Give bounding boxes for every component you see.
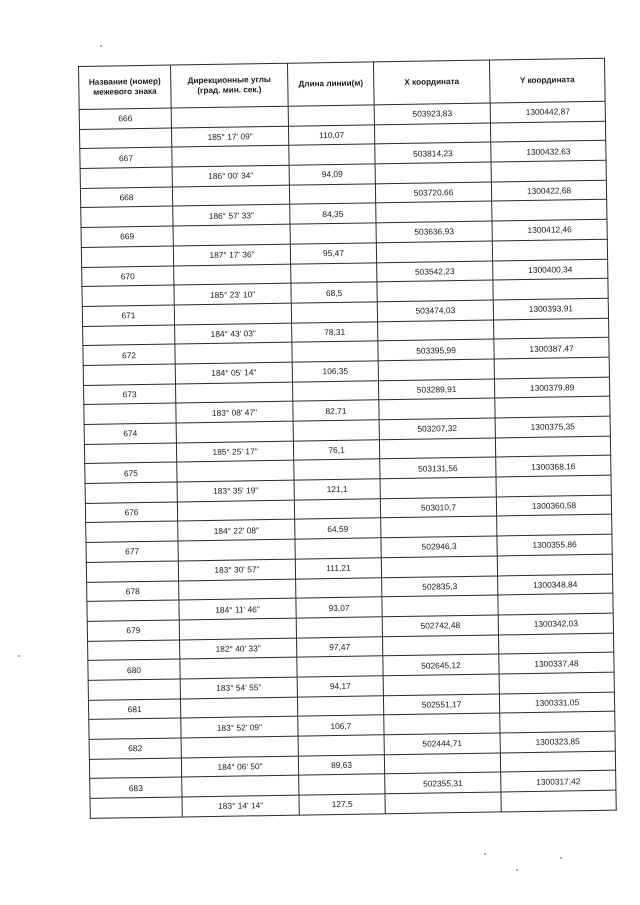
empty-cell xyxy=(491,160,606,181)
scan-speck xyxy=(18,655,20,657)
empty-cell xyxy=(497,554,612,575)
empty-cell xyxy=(385,792,501,814)
empty-cell xyxy=(383,674,499,696)
empty-cell xyxy=(172,185,289,207)
line-length-cell: 78,31 xyxy=(292,321,378,342)
empty-cell xyxy=(89,758,181,779)
empty-cell xyxy=(87,600,179,621)
point-name-cell: 669 xyxy=(81,226,173,247)
point-name-cell: 679 xyxy=(87,620,179,641)
line-length-cell: 94,17 xyxy=(297,676,383,697)
point-name-cell: 675 xyxy=(85,462,177,483)
empty-cell xyxy=(81,246,173,267)
direction-angle-cell: 184° 43' 03" xyxy=(175,323,292,345)
empty-cell xyxy=(82,285,174,306)
empty-cell xyxy=(490,121,605,142)
line-length-cell: 127,5 xyxy=(299,794,385,815)
point-name-cell: 673 xyxy=(84,384,176,405)
empty-cell xyxy=(500,711,615,732)
y-coordinate-cell: 1300323,85 xyxy=(500,731,615,752)
empty-cell xyxy=(496,475,611,496)
empty-cell xyxy=(289,184,375,205)
empty-cell xyxy=(171,106,288,128)
point-name-cell: 677 xyxy=(86,541,178,562)
empty-cell xyxy=(292,380,378,401)
empty-cell xyxy=(494,318,609,339)
x-coordinate-cell: 502946,3 xyxy=(381,536,497,558)
empty-cell xyxy=(382,595,498,617)
x-coordinate-cell: 503923,83 xyxy=(374,103,490,125)
empty-cell xyxy=(175,342,292,364)
direction-angle-cell: 183° 54' 55" xyxy=(180,677,297,699)
direction-angle-cell: 182° 40' 33" xyxy=(180,638,297,660)
x-coordinate-cell: 502444,71 xyxy=(384,733,500,755)
x-coordinate-cell: 503395,99 xyxy=(378,339,494,361)
empty-cell xyxy=(172,146,289,168)
point-name-cell: 670 xyxy=(82,266,174,287)
direction-angle-cell: 185° 17' 09" xyxy=(171,126,288,148)
empty-cell xyxy=(291,262,377,283)
line-length-cell: 76,1 xyxy=(293,439,379,460)
empty-cell xyxy=(384,753,500,775)
line-length-cell: 106,7 xyxy=(298,715,384,736)
empty-cell xyxy=(173,224,290,246)
empty-cell xyxy=(81,206,173,227)
line-length-cell: 110,07 xyxy=(288,125,374,146)
empty-cell xyxy=(83,325,175,346)
empty-cell xyxy=(88,679,180,700)
header-point-name: Название (номер) межевого знака xyxy=(79,65,172,109)
y-coordinate-cell: 1300368,16 xyxy=(496,456,611,477)
empty-cell xyxy=(495,397,610,418)
header-line-length: Длина линии(м) xyxy=(287,62,374,106)
y-coordinate-cell: 1300432,63 xyxy=(491,141,606,162)
y-coordinate-cell: 1300337,48 xyxy=(499,652,614,673)
y-coordinate-cell: 1300442,87 xyxy=(490,101,605,122)
header-x-coordinate: X координата xyxy=(373,60,490,105)
empty-cell xyxy=(84,403,176,424)
empty-cell xyxy=(296,577,382,598)
scan-speck xyxy=(100,45,102,47)
empty-cell xyxy=(299,774,385,795)
empty-cell xyxy=(290,223,376,244)
direction-angle-cell: 183° 08' 47" xyxy=(176,401,293,423)
empty-cell xyxy=(86,561,178,582)
line-length-cell: 111,21 xyxy=(295,558,381,579)
line-length-cell: 121,1 xyxy=(294,479,380,500)
scan-speck xyxy=(516,869,518,871)
x-coordinate-cell: 502355,31 xyxy=(385,772,501,794)
empty-cell xyxy=(85,482,177,503)
line-length-cell: 68,5 xyxy=(291,282,377,303)
y-coordinate-cell: 1300422,68 xyxy=(491,180,606,201)
line-length-cell: 82,71 xyxy=(293,400,379,421)
empty-cell xyxy=(83,364,175,385)
empty-cell xyxy=(495,436,610,457)
direction-angle-cell: 186° 57' 33" xyxy=(173,205,290,227)
direction-angle-cell: 186° 00' 34" xyxy=(172,165,289,187)
empty-cell xyxy=(298,735,384,756)
empty-cell xyxy=(500,751,615,772)
x-coordinate-cell: 503010,7 xyxy=(380,497,496,519)
empty-cell xyxy=(176,421,293,443)
y-coordinate-cell: 1300317,42 xyxy=(501,771,616,792)
y-coordinate-cell: 1300348,84 xyxy=(498,574,613,595)
point-name-cell: 683 xyxy=(90,777,182,798)
empty-cell xyxy=(292,341,378,362)
empty-cell xyxy=(177,461,294,483)
x-coordinate-cell: 503289,91 xyxy=(378,379,494,401)
direction-angle-cell: 187° 17' 36" xyxy=(173,244,290,266)
empty-cell xyxy=(289,144,375,165)
direction-angle-cell: 184° 06' 50" xyxy=(181,756,298,778)
line-length-cell: 64,59 xyxy=(295,518,381,539)
point-name-cell: 667 xyxy=(80,147,172,168)
empty-cell xyxy=(180,697,297,719)
empty-cell xyxy=(296,617,382,638)
empty-cell xyxy=(90,797,182,818)
scan-speck xyxy=(607,300,609,302)
empty-cell xyxy=(182,775,299,797)
empty-cell xyxy=(294,499,380,520)
document-sheet xyxy=(78,58,616,819)
empty-cell xyxy=(377,280,493,302)
empty-cell xyxy=(291,302,377,323)
x-coordinate-cell: 503207,32 xyxy=(379,418,495,440)
scan-speck xyxy=(484,853,486,855)
header-direction-angle: Дирекционные углы (град. мин. сек.) xyxy=(170,63,288,108)
line-length-cell: 93,07 xyxy=(296,597,382,618)
y-coordinate-cell: 1300331,05 xyxy=(499,692,614,713)
point-name-cell: 680 xyxy=(88,659,180,680)
empty-cell xyxy=(297,695,383,716)
direction-angle-cell: 184° 22' 08" xyxy=(178,520,295,542)
empty-cell xyxy=(492,239,607,260)
point-name-cell: 674 xyxy=(84,423,176,444)
y-coordinate-cell: 1300400,34 xyxy=(493,259,608,280)
empty-cell xyxy=(179,579,296,601)
direction-angle-cell: 185° 25' 17" xyxy=(176,441,293,463)
point-name-cell: 678 xyxy=(87,580,179,601)
empty-cell xyxy=(88,640,180,661)
x-coordinate-cell: 502835,3 xyxy=(382,575,498,597)
empty-cell xyxy=(84,443,176,464)
y-coordinate-cell: 1300379,89 xyxy=(494,377,609,398)
empty-cell xyxy=(180,657,297,679)
empty-cell xyxy=(501,790,616,811)
empty-cell xyxy=(380,477,496,499)
empty-cell xyxy=(295,538,381,559)
y-coordinate-cell: 1300360,58 xyxy=(496,495,611,516)
empty-cell xyxy=(293,420,379,441)
empty-cell xyxy=(174,303,291,325)
empty-cell xyxy=(379,438,495,460)
empty-cell xyxy=(494,357,609,378)
x-coordinate-cell: 503814,23 xyxy=(375,142,491,164)
empty-cell xyxy=(498,633,613,654)
empty-cell xyxy=(89,718,181,739)
empty-cell xyxy=(381,556,497,578)
line-length-cell: 84,35 xyxy=(290,203,376,224)
x-coordinate-cell: 502645,12 xyxy=(383,654,499,676)
empty-cell xyxy=(79,128,171,149)
empty-cell xyxy=(499,672,614,693)
x-coordinate-cell: 503542,23 xyxy=(377,261,493,283)
point-name-cell: 668 xyxy=(80,187,172,208)
y-coordinate-cell: 1300412,46 xyxy=(492,219,607,240)
empty-cell xyxy=(382,635,498,657)
point-name-cell: 666 xyxy=(79,108,171,129)
empty-cell xyxy=(86,521,178,542)
header-y-coordinate: Y координата xyxy=(489,58,605,103)
x-coordinate-cell: 503720,66 xyxy=(375,182,491,204)
y-coordinate-cell: 1300355,86 xyxy=(497,534,612,555)
point-name-cell: 676 xyxy=(85,502,177,523)
line-length-cell: 95,47 xyxy=(290,243,376,264)
empty-cell xyxy=(497,515,612,536)
empty-cell xyxy=(378,359,494,381)
x-coordinate-cell: 502742,48 xyxy=(382,615,498,637)
empty-cell xyxy=(297,656,383,677)
empty-cell xyxy=(176,382,293,404)
y-coordinate-cell: 1300342,03 xyxy=(498,613,613,634)
direction-angle-cell: 183° 30' 57" xyxy=(178,559,295,581)
empty-cell xyxy=(378,320,494,342)
x-coordinate-cell: 503636,93 xyxy=(376,221,492,243)
point-name-cell: 681 xyxy=(88,699,180,720)
empty-cell xyxy=(179,618,296,640)
line-length-cell: 97,47 xyxy=(297,636,383,657)
point-name-cell: 682 xyxy=(89,738,181,759)
y-coordinate-cell: 1300393,91 xyxy=(493,298,608,319)
empty-cell xyxy=(294,459,380,480)
empty-cell xyxy=(181,736,298,758)
empty-cell xyxy=(376,201,492,223)
x-coordinate-cell: 503474,03 xyxy=(377,300,493,322)
boundary-coordinates-table xyxy=(78,58,617,819)
empty-cell xyxy=(498,593,613,614)
x-coordinate-cell: 502551,17 xyxy=(383,694,499,716)
point-name-cell: 672 xyxy=(83,344,175,365)
empty-cell xyxy=(177,500,294,522)
empty-cell xyxy=(80,167,172,188)
empty-cell xyxy=(381,516,497,538)
empty-cell xyxy=(375,162,491,184)
direction-angle-cell: 184° 05' 14" xyxy=(175,362,292,384)
y-coordinate-cell: 1300375,35 xyxy=(495,416,610,437)
empty-cell xyxy=(384,713,500,735)
point-name-cell: 671 xyxy=(82,305,174,326)
y-coordinate-cell: 1300387,47 xyxy=(494,337,609,358)
direction-angle-cell: 183° 35' 19" xyxy=(177,480,294,502)
empty-cell xyxy=(492,200,607,221)
scan-speck xyxy=(560,857,562,859)
empty-cell xyxy=(376,241,492,263)
empty-cell xyxy=(174,264,291,286)
empty-cell xyxy=(374,123,490,145)
direction-angle-cell: 185° 23' 10" xyxy=(174,283,291,305)
line-length-cell: 89,63 xyxy=(298,754,384,775)
line-length-cell: 94,09 xyxy=(289,164,375,185)
empty-cell xyxy=(288,105,374,126)
empty-cell xyxy=(379,398,495,420)
direction-angle-cell: 183° 52' 09" xyxy=(181,716,298,738)
empty-cell xyxy=(178,539,295,561)
empty-cell xyxy=(493,278,608,299)
line-length-cell: 106,35 xyxy=(292,361,378,382)
x-coordinate-cell: 503131,56 xyxy=(380,457,496,479)
direction-angle-cell: 184° 11' 46" xyxy=(179,598,296,620)
direction-angle-cell: 183° 14' 14" xyxy=(182,795,299,817)
